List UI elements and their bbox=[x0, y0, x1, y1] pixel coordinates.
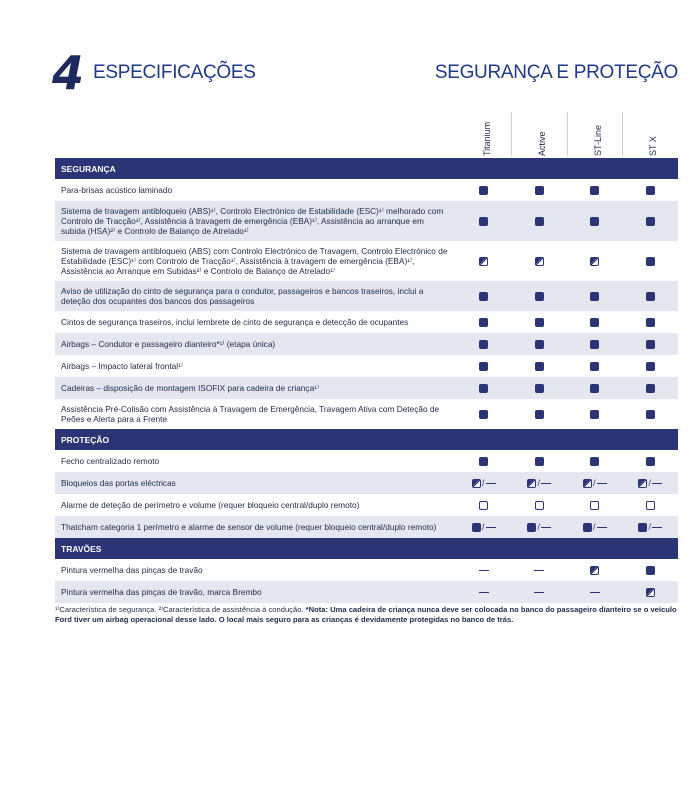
row-label: Thatcham categoria 1 perímetro e alarme de sensor de volume (requer bloqueio central/duplo remoto) bbox=[55, 516, 456, 538]
availability-mark bbox=[472, 522, 496, 532]
mark-cell bbox=[623, 472, 679, 494]
footnote-legend: ¹⁾Característica de segurança. ²⁾Característica de assistência à condução. bbox=[55, 605, 306, 614]
row-label: Airbags – Condutor e passageiro dianteiro*¹⁾ (etapa única) bbox=[55, 333, 456, 355]
spec-table bbox=[55, 158, 678, 603]
not-available-dash-icon bbox=[534, 570, 544, 571]
standard-mark-icon bbox=[527, 523, 536, 532]
standard-mark-icon bbox=[646, 318, 655, 327]
standard-mark-icon bbox=[479, 186, 488, 195]
availability-mark bbox=[646, 361, 655, 371]
standard-mark-icon bbox=[590, 186, 599, 195]
section-header bbox=[55, 429, 678, 450]
availability-mark bbox=[646, 456, 655, 466]
table-row bbox=[55, 399, 678, 429]
row-label: Sistema de travagem antibloqueio (ABS)¹⁾, Controlo Electrónico de Estabilidade (ESC)¹⁾ melhorado com Controlo de Tracção¹⁾, Assistência à travagem de emergência (EBA)¹⁾, Assistência ao arranque em subida (HSA)²⁾ e Controlo de Balanço de Atrelado¹⁾ bbox=[55, 201, 456, 241]
optional-mark-icon bbox=[590, 501, 599, 510]
availability-mark bbox=[590, 456, 599, 466]
slash-separator: / bbox=[537, 478, 540, 489]
standard-mark-icon bbox=[535, 186, 544, 195]
standard-mark-icon bbox=[479, 318, 488, 327]
mark-cell bbox=[456, 472, 512, 494]
mark-cell bbox=[512, 201, 568, 241]
table-row bbox=[55, 581, 678, 603]
availability-mark bbox=[590, 565, 599, 575]
availability-mark bbox=[535, 500, 544, 510]
mark-cell bbox=[456, 581, 512, 603]
availability-mark bbox=[583, 522, 607, 532]
standard-mark-icon bbox=[646, 410, 655, 419]
availability-mark bbox=[535, 409, 544, 419]
availability-mark bbox=[638, 522, 662, 532]
availability-mark bbox=[472, 478, 496, 488]
row-label: Airbags – Impacto lateral frontal¹⁾ bbox=[61, 361, 183, 371]
mark-cell bbox=[623, 516, 679, 538]
availability-mark bbox=[590, 587, 600, 597]
column-header-active bbox=[535, 108, 549, 156]
table-row bbox=[55, 201, 678, 241]
row-label: Fecho centralizado remoto bbox=[61, 456, 160, 466]
availability-mark bbox=[479, 339, 488, 349]
mark-cell bbox=[623, 377, 679, 399]
table-row bbox=[55, 559, 678, 581]
not-available-dash-icon bbox=[590, 592, 600, 593]
table-row bbox=[55, 241, 678, 281]
standard-mark-icon bbox=[479, 292, 488, 301]
optional-mark-icon bbox=[646, 501, 655, 510]
availability-mark bbox=[535, 456, 544, 466]
row-label: Para-brisas acústico laminado bbox=[61, 185, 173, 195]
column-header-label: Active bbox=[537, 131, 547, 156]
standard-mark-icon bbox=[535, 457, 544, 466]
standard-mark-icon bbox=[646, 457, 655, 466]
mark-cell bbox=[623, 333, 679, 355]
availability-mark bbox=[646, 256, 655, 266]
standard-mark-icon bbox=[479, 410, 488, 419]
half-filled-mark-icon bbox=[590, 257, 599, 266]
mark-cell bbox=[623, 179, 679, 201]
standard-mark-icon bbox=[535, 340, 544, 349]
footnote-note: *Nota: Uma cadeira de criança nunca deve ser colocada no banco do passageiro dianteiro se o veículo Ford tiver um airbag operacional desse lado. O local mais seguro para as crianças é devidamente protegidas no banco de trás. bbox=[55, 605, 677, 624]
standard-mark-icon bbox=[479, 340, 488, 349]
mark-cell bbox=[512, 241, 568, 281]
availability-mark bbox=[535, 291, 544, 301]
availability-mark bbox=[535, 185, 544, 195]
mark-cell bbox=[567, 201, 623, 241]
availability-mark bbox=[646, 383, 655, 393]
standard-mark-icon bbox=[646, 362, 655, 371]
mark-cell bbox=[623, 241, 679, 281]
availability-mark bbox=[479, 361, 488, 371]
column-header-label: ST-Line bbox=[593, 124, 603, 156]
mark-cell bbox=[623, 494, 679, 516]
column-divider bbox=[567, 112, 568, 156]
availability-mark bbox=[646, 291, 655, 301]
availability-mark bbox=[583, 478, 607, 488]
standard-mark-icon bbox=[535, 410, 544, 419]
availability-mark bbox=[479, 587, 489, 597]
mark-cell bbox=[512, 399, 568, 429]
column-header-label: Titanium bbox=[482, 121, 492, 156]
availability-mark bbox=[638, 478, 662, 488]
row-label: Pintura vermelha das pinças de travão, marca Brembo bbox=[55, 581, 456, 603]
mark-cell bbox=[512, 179, 568, 201]
mark-cell bbox=[456, 399, 512, 429]
standard-mark-icon bbox=[646, 566, 655, 575]
availability-mark bbox=[646, 500, 655, 510]
mark-cell bbox=[512, 311, 568, 333]
mark-cell bbox=[512, 494, 568, 516]
slash-separator: / bbox=[648, 522, 651, 533]
mark-cell bbox=[567, 355, 623, 377]
mark-cell bbox=[512, 450, 568, 472]
mark-cell bbox=[567, 559, 623, 581]
availability-mark bbox=[535, 383, 544, 393]
availability-mark bbox=[535, 361, 544, 371]
table-row bbox=[55, 516, 678, 538]
availability-mark bbox=[479, 565, 489, 575]
half-filled-mark-icon bbox=[583, 479, 592, 488]
mark-cell bbox=[512, 355, 568, 377]
page-title: ESPECIFICAÇÕES bbox=[93, 62, 256, 83]
mark-cell bbox=[567, 377, 623, 399]
mark-cell bbox=[456, 201, 512, 241]
standard-mark-icon bbox=[479, 384, 488, 393]
standard-mark-icon bbox=[479, 217, 488, 226]
not-available-dash-icon bbox=[652, 527, 662, 528]
section-title-segurança: SEGURANÇA bbox=[55, 158, 678, 179]
slash-separator: / bbox=[592, 478, 596, 489]
availability-mark bbox=[646, 216, 655, 226]
half-filled-mark-icon bbox=[479, 257, 488, 266]
slash-separator: / bbox=[648, 478, 651, 489]
availability-mark bbox=[479, 456, 488, 466]
standard-mark-icon bbox=[583, 523, 592, 532]
chapter-number: 4 bbox=[52, 46, 85, 100]
availability-mark bbox=[590, 216, 599, 226]
standard-mark-icon bbox=[590, 362, 599, 371]
row-label: Sistema de travagem antibloqueio (ABS) com Controlo Electrónico de Travagem, Controlo Electrónico de Estabilidade (ESC)¹⁾ com Controlo de Tracção¹⁾, Assistência à travagem de emergência (EBA)¹⁾, Assistência ao Arranque em Subidas²⁾ e Controlo de Balanço de Atrelado¹⁾ bbox=[61, 246, 448, 276]
availability-mark bbox=[479, 500, 488, 510]
half-filled-mark-icon bbox=[527, 479, 536, 488]
slash-separator: / bbox=[481, 478, 485, 489]
mark-cell bbox=[456, 333, 512, 355]
row-label: Alarme de deteção de perímetro e volume (requer bloqueio central/duplo remoto) bbox=[61, 500, 360, 510]
not-available-dash-icon bbox=[652, 483, 662, 484]
standard-mark-icon bbox=[479, 457, 488, 466]
availability-mark bbox=[646, 317, 655, 327]
availability-mark bbox=[646, 409, 655, 419]
availability-mark bbox=[590, 185, 599, 195]
table-row bbox=[55, 311, 678, 333]
section-title-proteção: PROTEÇÃO bbox=[55, 429, 678, 450]
standard-mark-icon bbox=[535, 384, 544, 393]
column-header-st-line bbox=[591, 108, 605, 156]
mark-cell bbox=[567, 581, 623, 603]
mark-cell bbox=[567, 241, 623, 281]
mark-cell bbox=[567, 311, 623, 333]
table-row bbox=[55, 281, 678, 311]
standard-mark-icon bbox=[590, 318, 599, 327]
row-label: Bloqueios das portas eléctricas bbox=[55, 472, 456, 494]
half-filled-mark-icon bbox=[472, 479, 481, 488]
mark-cell bbox=[512, 516, 568, 538]
availability-mark bbox=[479, 383, 488, 393]
mark-cell bbox=[456, 494, 512, 516]
column-header-titanium bbox=[480, 108, 494, 156]
mark-cell bbox=[623, 399, 679, 429]
mark-cell bbox=[456, 311, 512, 333]
section-header bbox=[55, 158, 678, 179]
availability-mark bbox=[534, 587, 544, 597]
mark-cell bbox=[456, 450, 512, 472]
availability-mark bbox=[535, 216, 544, 226]
mark-cell bbox=[567, 281, 623, 311]
mark-cell bbox=[567, 450, 623, 472]
mark-cell bbox=[512, 472, 568, 494]
slash-separator: / bbox=[537, 522, 540, 533]
availability-mark bbox=[479, 409, 488, 419]
not-available-dash-icon bbox=[597, 483, 607, 484]
mark-cell bbox=[567, 494, 623, 516]
column-header-st-x bbox=[646, 108, 660, 156]
row-label: Assistência Pré-Colisão com Assistência à Travagem de Emergência, Travagem Ativa com Deteção de Peões e Alerta para a Frente bbox=[61, 404, 440, 424]
standard-mark-icon bbox=[472, 523, 481, 532]
standard-mark-icon bbox=[646, 257, 655, 266]
availability-mark bbox=[535, 256, 544, 266]
standard-mark-icon bbox=[590, 410, 599, 419]
standard-mark-icon bbox=[590, 217, 599, 226]
half-filled-mark-icon bbox=[646, 588, 655, 597]
footnote bbox=[55, 605, 680, 625]
standard-mark-icon bbox=[646, 292, 655, 301]
availability-mark bbox=[479, 185, 488, 195]
mark-cell bbox=[623, 201, 679, 241]
mark-cell bbox=[512, 377, 568, 399]
column-header-label: ST X bbox=[648, 136, 658, 156]
not-available-dash-icon bbox=[486, 483, 496, 484]
availability-mark bbox=[479, 216, 488, 226]
mark-cell bbox=[567, 399, 623, 429]
table-row bbox=[55, 494, 678, 516]
availability-mark bbox=[590, 256, 599, 266]
section-title: SEGURANÇA E PROTEÇÃO bbox=[434, 62, 678, 83]
standard-mark-icon bbox=[535, 292, 544, 301]
table-row bbox=[55, 333, 678, 355]
mark-cell bbox=[623, 281, 679, 311]
standard-mark-icon bbox=[646, 384, 655, 393]
not-available-dash-icon bbox=[597, 527, 607, 528]
availability-mark bbox=[590, 383, 599, 393]
column-divider bbox=[511, 112, 512, 156]
row-label: Aviso de utilização do cinto de segurança para o condutor, passageiros e bancos traseiros, inclui a deteção dos ocupantes dos bancos dos passageiros bbox=[55, 281, 456, 311]
availability-mark bbox=[646, 565, 655, 575]
standard-mark-icon bbox=[535, 318, 544, 327]
mark-cell bbox=[512, 559, 568, 581]
availability-mark bbox=[590, 500, 599, 510]
availability-mark bbox=[590, 409, 599, 419]
section-header bbox=[55, 538, 678, 559]
availability-mark bbox=[590, 361, 599, 371]
mark-cell bbox=[456, 559, 512, 581]
availability-mark bbox=[590, 291, 599, 301]
standard-mark-icon bbox=[590, 292, 599, 301]
mark-cell bbox=[623, 559, 679, 581]
availability-mark bbox=[534, 565, 544, 575]
standard-mark-icon bbox=[590, 384, 599, 393]
availability-mark bbox=[646, 185, 655, 195]
not-available-dash-icon bbox=[541, 483, 551, 484]
standard-mark-icon bbox=[590, 340, 599, 349]
mark-cell bbox=[512, 333, 568, 355]
mark-cell bbox=[623, 311, 679, 333]
optional-mark-icon bbox=[479, 501, 488, 510]
mark-cell bbox=[567, 472, 623, 494]
mark-cell bbox=[456, 516, 512, 538]
not-available-dash-icon bbox=[486, 527, 496, 528]
mark-cell bbox=[623, 355, 679, 377]
standard-mark-icon bbox=[646, 217, 655, 226]
half-filled-mark-icon bbox=[590, 566, 599, 575]
slash-separator: / bbox=[481, 522, 485, 533]
standard-mark-icon bbox=[535, 217, 544, 226]
standard-mark-icon bbox=[535, 362, 544, 371]
half-filled-mark-icon bbox=[638, 479, 647, 488]
standard-mark-icon bbox=[479, 362, 488, 371]
mark-cell bbox=[623, 450, 679, 472]
row-label: Cintos de segurança traseiros, inclui lembrete de cinto de segurança e detecção de ocupantes bbox=[61, 317, 409, 327]
section-title-travões: TRAVÕES bbox=[55, 538, 678, 559]
standard-mark-icon bbox=[590, 457, 599, 466]
availability-mark bbox=[479, 317, 488, 327]
standard-mark-icon bbox=[646, 186, 655, 195]
not-available-dash-icon bbox=[534, 592, 544, 593]
optional-mark-icon bbox=[535, 501, 544, 510]
table-row bbox=[55, 355, 678, 377]
standard-mark-icon bbox=[638, 523, 647, 532]
availability-mark bbox=[590, 339, 599, 349]
column-divider bbox=[622, 112, 623, 156]
slash-separator: / bbox=[592, 522, 596, 533]
availability-mark bbox=[646, 339, 655, 349]
availability-mark bbox=[590, 317, 599, 327]
availability-mark bbox=[527, 478, 551, 488]
mark-cell bbox=[456, 241, 512, 281]
mark-cell bbox=[567, 179, 623, 201]
standard-mark-icon bbox=[646, 340, 655, 349]
row-label: Pintura vermelha das pinças de travão bbox=[61, 565, 203, 575]
not-available-dash-icon bbox=[541, 527, 551, 528]
mark-cell bbox=[456, 377, 512, 399]
mark-cell bbox=[567, 333, 623, 355]
mark-cell bbox=[623, 581, 679, 603]
availability-mark bbox=[527, 522, 551, 532]
availability-mark bbox=[479, 256, 488, 266]
availability-mark bbox=[479, 291, 488, 301]
mark-cell bbox=[512, 581, 568, 603]
not-available-dash-icon bbox=[479, 570, 489, 571]
availability-mark bbox=[646, 587, 655, 597]
row-label: Cadeiras – disposição de montagem ISOFIX para cadeira de criança¹⁾ bbox=[55, 377, 456, 399]
table-row bbox=[55, 377, 678, 399]
mark-cell bbox=[456, 281, 512, 311]
not-available-dash-icon bbox=[479, 592, 489, 593]
table-row bbox=[55, 179, 678, 201]
mark-cell bbox=[456, 179, 512, 201]
half-filled-mark-icon bbox=[535, 257, 544, 266]
mark-cell bbox=[456, 355, 512, 377]
table-row bbox=[55, 472, 678, 494]
mark-cell bbox=[567, 516, 623, 538]
availability-mark bbox=[535, 317, 544, 327]
mark-cell bbox=[512, 281, 568, 311]
table-row bbox=[55, 450, 678, 472]
availability-mark bbox=[535, 339, 544, 349]
